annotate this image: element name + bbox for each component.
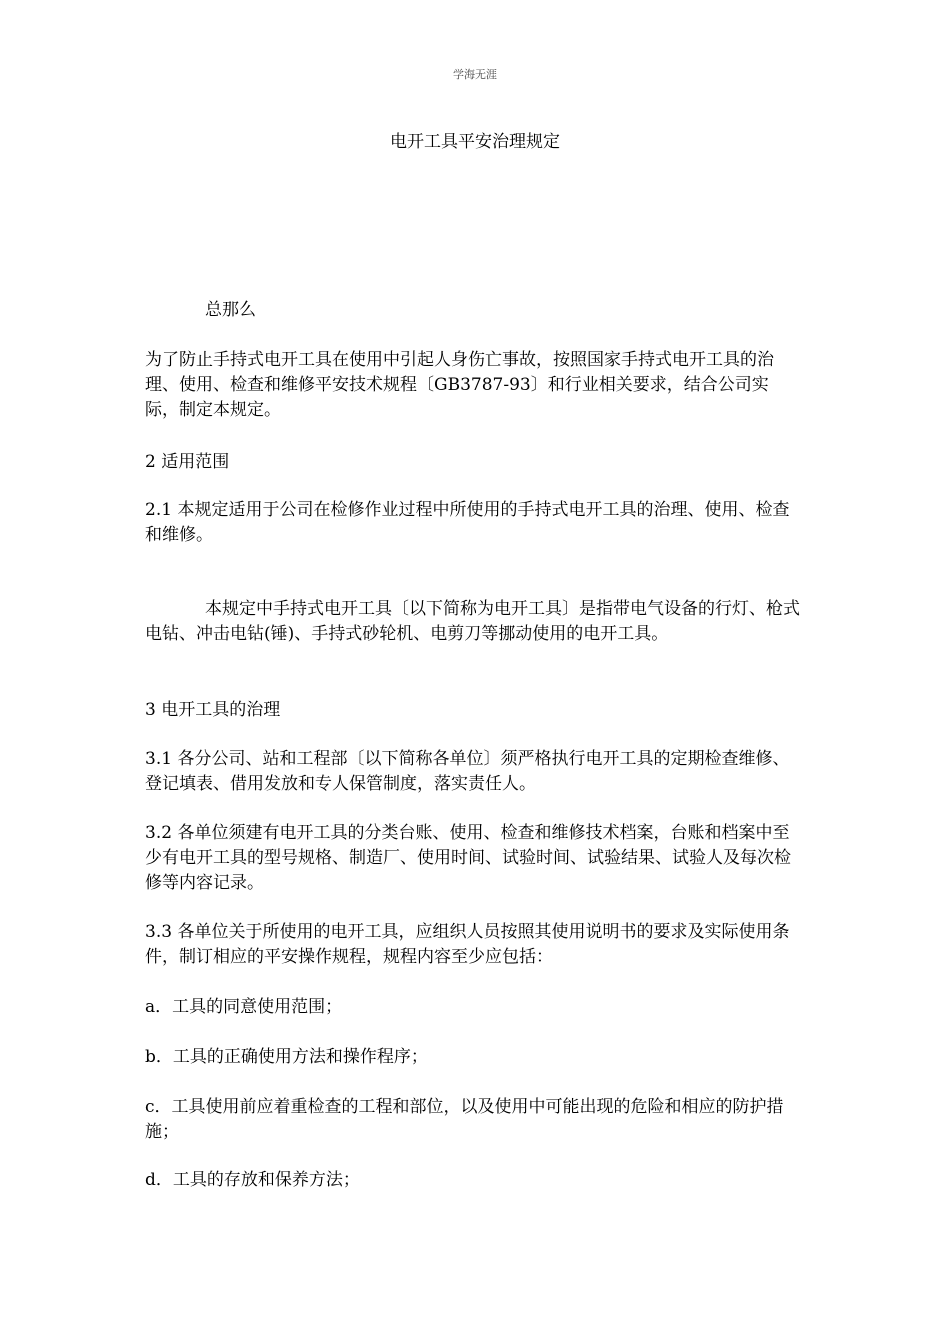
paragraph-2-1: 2.1 本规定适用于公司在检修作业过程中所使用的手持式电开工具的治理、使用、检查和维修。 — [145, 500, 790, 545]
paragraph-purpose: 为了防止手持式电开工具在使用中引起人身伤亡事故，按照国家手持式电开工具的治理、使用、检查和维修平安技术规程〔GB3787-93〕和行业相关要求，结合公司实际，制定本规定。 — [145, 350, 774, 420]
list-item-b: b．工具的正确使用方法和操作程序； — [145, 1047, 428, 1067]
paragraph-3-1: 3.1 各分公司、站和工程部〔以下简称各单位〕须严格执行电开工具的定期检查维修、登记填表、借用发放和专人保管制度，落实责任人。 — [145, 749, 790, 794]
paragraph-definition: 本规定中手持式电开工具〔以下简称为电开工具〕是指带电气设备的行灯、枪式电钻、冲击电钻(锤)、手持式砂轮机、电剪刀等挪动使用的电开工具。 — [145, 599, 800, 644]
paragraph-3-2: 3.2 各单位须建有电开工具的分类台账、使用、检查和维修技术档案，台账和档案中至少有电开工具的型号规格、制造厂、使用时间、试验时间、试验结果、试验人及每次检修等内容记录。 — [145, 823, 791, 893]
paragraph-3-3: 3.3 各单位关于所使用的电开工具，应组织人员按照其使用说明书的要求及实际使用条件，制订相应的平安操作规程，规程内容至少应包括： — [145, 922, 790, 967]
section-heading-general: 总那么 — [205, 300, 256, 320]
list-item-d: d．工具的存放和保养方法； — [145, 1170, 360, 1190]
section-heading-management: 3 电开工具的治理 — [145, 700, 281, 720]
document-title: 电开工具平安治理规定 — [390, 132, 560, 152]
section-heading-scope: 2 适用范围 — [145, 452, 230, 472]
list-item-c: c．工具使用前应着重检查的工程和部位，以及使用中可能出现的危险和相应的防护措施； — [145, 1097, 784, 1142]
page-header: 学海无涯 — [453, 68, 497, 81]
list-item-a: a．工具的同意使用范围； — [145, 997, 343, 1017]
